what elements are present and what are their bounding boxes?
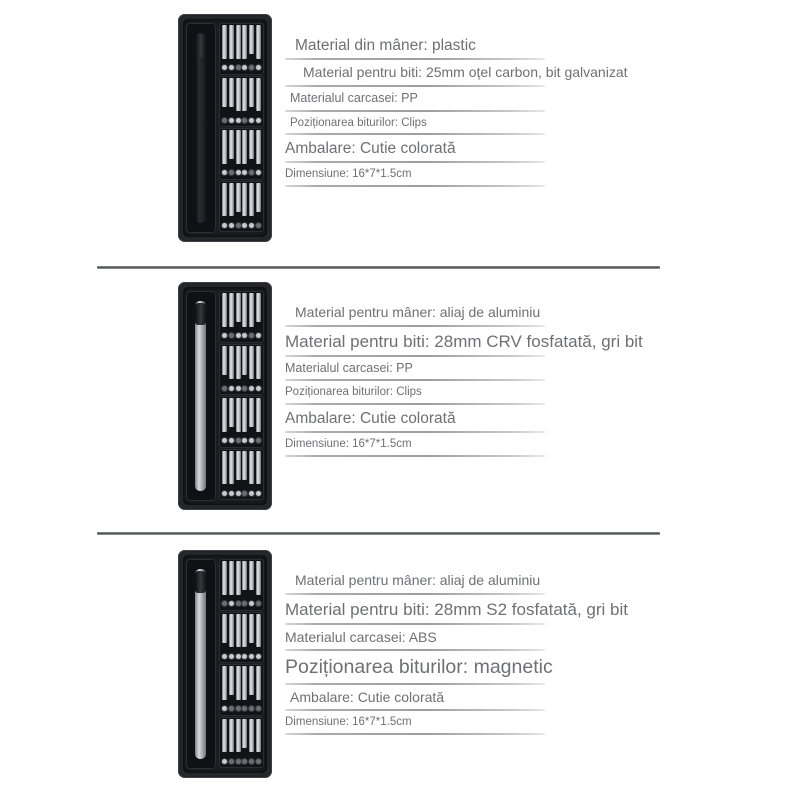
spec-row — [285, 331, 643, 361]
spec-label-bit-positioning: Poziționarea biturilor: magnetic — [285, 656, 553, 679]
handle-compartment — [186, 291, 216, 501]
bit-case-graphic-1 — [178, 14, 272, 242]
spec-rule — [285, 85, 545, 87]
spec-list-1 — [272, 14, 800, 191]
spec-rule — [285, 355, 545, 357]
bit-tray — [219, 559, 264, 769]
spec-row — [285, 437, 545, 460]
spec-row — [285, 655, 553, 688]
spec-label-packaging: Ambalare: Cutie colorată — [285, 409, 456, 427]
bit-row — [219, 559, 264, 611]
spec-rule — [285, 733, 545, 735]
spec-row — [285, 64, 628, 91]
spec-row — [285, 36, 545, 64]
bit-row — [219, 717, 264, 769]
spec-row — [285, 116, 545, 139]
product-image-3 — [0, 550, 272, 790]
spec-row — [285, 599, 628, 629]
spec-row — [285, 689, 545, 716]
spec-rule — [285, 649, 545, 651]
handle-compartment — [186, 559, 216, 769]
spec-rule — [285, 683, 545, 685]
bit-row — [219, 76, 264, 128]
bit-row — [219, 291, 264, 343]
product-image-2 — [0, 282, 272, 522]
spec-rule — [285, 110, 545, 112]
product-section-2 — [0, 282, 800, 522]
screwdriver-handle — [195, 569, 206, 759]
spec-label-dimension: Dimensiune: 16*7*1.5cm — [285, 168, 412, 181]
spec-label-case-material: Materialul carcasei: PP — [285, 360, 413, 375]
spec-label-case-material: Materialul carcasei: ABS — [285, 628, 437, 645]
spec-rule — [285, 709, 545, 711]
bit-row — [219, 612, 264, 664]
spec-label-bit-material: Material pentru biti: 28mm S2 fosfatată, gri bit — [285, 599, 628, 619]
spec-row — [285, 91, 545, 116]
spec-row — [285, 409, 545, 437]
screwdriver-handle — [195, 301, 206, 491]
spec-row — [285, 167, 545, 190]
spec-label-bit-positioning: Poziționarea biturilor: Clips — [290, 116, 427, 129]
spec-list-2 — [272, 282, 800, 461]
spec-row — [285, 385, 545, 408]
spec-rule — [285, 623, 545, 625]
spec-label-handle-material: Material din mâner: plastic — [295, 37, 476, 54]
spec-label-packaging: Ambalare: Cutie colorată — [285, 139, 456, 157]
handle-cap — [195, 303, 206, 325]
bit-case-graphic-3 — [178, 550, 272, 778]
spec-label-dimension: Dimensiune: 16*7*1.5cm — [285, 716, 412, 729]
spec-rule — [285, 593, 545, 595]
spec-rule — [285, 431, 545, 433]
spec-rule — [285, 325, 545, 327]
spec-rule — [285, 133, 545, 135]
bit-row — [219, 449, 264, 501]
bit-row — [219, 23, 264, 75]
spec-row — [285, 715, 545, 738]
section-divider-1 — [97, 266, 660, 269]
spec-label-case-material: Materialul carcasei: PP — [290, 90, 418, 105]
spec-row — [285, 304, 545, 331]
spec-list-3 — [272, 550, 800, 739]
spec-label-bit-material: Material pentru biti: 25mm oțel carbon, bit galvanizat — [303, 64, 628, 81]
bit-row — [219, 128, 264, 180]
bit-row — [219, 396, 264, 448]
spec-rule — [285, 185, 545, 187]
spec-rule — [285, 161, 545, 163]
product-section-1 — [0, 14, 800, 254]
spec-row — [285, 139, 545, 167]
spec-row — [285, 572, 545, 599]
spec-label-dimension: Dimensiune: 16*7*1.5cm — [285, 438, 412, 451]
spec-label-handle-material: Material pentru mâner: aliaj de aluminiu — [295, 304, 541, 320]
spec-rule — [285, 455, 545, 457]
handle-cap — [195, 35, 206, 57]
spec-row — [285, 629, 545, 656]
spec-label-packaging: Ambalare: Cutie colorată — [290, 688, 445, 705]
spec-rule — [285, 403, 545, 405]
spec-label-bit-material: Material pentru biti: 28mm CRV fosfatată, gri bit — [285, 331, 643, 351]
bit-row — [219, 344, 264, 396]
spec-row — [285, 361, 545, 386]
handle-cap — [195, 571, 206, 593]
handle-compartment — [186, 23, 216, 233]
spec-rule — [285, 379, 545, 381]
spec-label-bit-positioning: Poziționarea biturilor: Clips — [285, 386, 422, 399]
bit-case-graphic-2 — [178, 282, 272, 510]
bit-row — [219, 181, 264, 233]
spec-rule — [285, 58, 545, 60]
section-divider-2 — [97, 532, 660, 535]
bit-row — [219, 664, 264, 716]
product-section-3 — [0, 550, 800, 790]
spec-label-handle-material: Material pentru mâner: aliaj de aluminiu — [295, 572, 541, 588]
bit-tray — [219, 23, 264, 233]
product-image-1 — [0, 14, 272, 254]
bit-tray — [219, 291, 264, 501]
screwdriver-handle — [195, 33, 206, 223]
